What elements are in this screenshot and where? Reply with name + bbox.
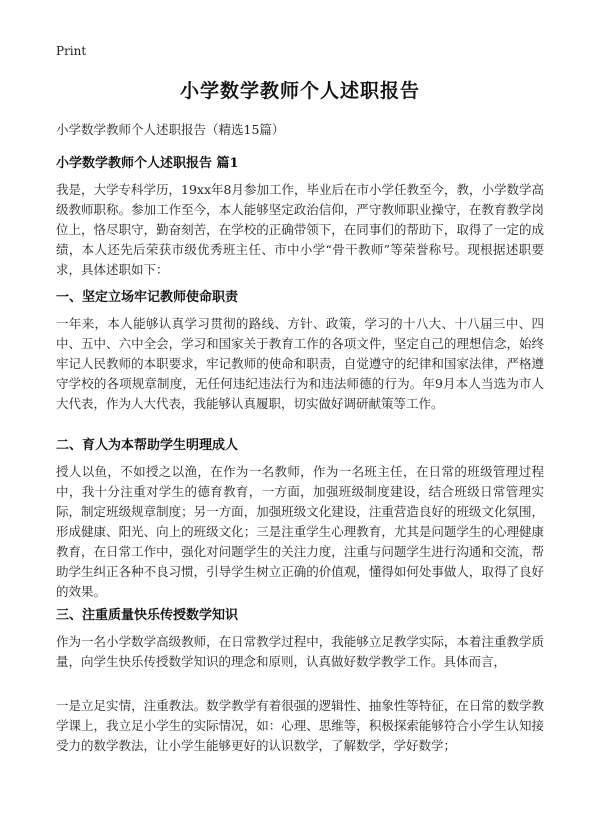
print-link[interactable]: Print	[56, 44, 87, 58]
section-3-paragraph-2: 一是立足实情，注重教法。数学教学有着很强的逻辑性、抽象性等特征，在日常的数学教学课上，我立足小学生的实际情况，如：心理、思维等，积极探索能够符合小学生认知接受力的数学教法，让小学生能够更好的认识数学，了解数学，学好数学；	[56, 698, 544, 753]
section-3-paragraph-1: 作为一名小学数学高级教师，在日常教学过程中，我能够立足教学实际，本着注重教学质量，向学生快乐传授数学知识的理念和原则，认真做好数学教学工作。具体而言，	[56, 634, 544, 669]
page-title: 小学数学教师个人述职报告	[179, 80, 420, 102]
section-2-paragraph: 授人以鱼，不如授之以渔，在作为一名教师，作为一名班主任，在日常的班级管理过程中，我十分注重对学生的德育教育，一方面，加强班级制度建设，结合班级日常管理实际，制定班级规章制度；另一方面，加强班级文化建设，注重营造良好的班级文化氛围，形成健康、阳光、向上的班级文化；三是注重学生心理教育，尤其是问题学生的心理健康教育，在日常工作中，强化对问题学生的关注力度，注重与问题学生进行沟通和交流，帮助学生纠正各种不良习惯，引导学生树立正确的价值观，懂得如何处事做人，取得了良好的效果。	[56, 464, 544, 599]
section-1-paragraph: 一年来，本人能够认真学习贯彻的路线、方针、政策，学习的十八大、十八届三中、四中、五中、六中全会，学习和国家关于教育工作的各项文件，坚定自己的理想信念，始终牢记人民教师的本职要求，牢记教师的使命和职责，自觉遵守的纪律和国家法律，严格遵守学校的各项规章制度，无任何违纪违法行为和违法师德的行为。年9月本人当选为市人大代表，作为人大代表，我能够认真履职，切实做好调研献策等工作。	[56, 316, 544, 411]
section-heading-2: 二、育人为本帮助学生明理成人	[56, 438, 239, 453]
piece-title: 小学数学教师个人述职报告 篇1	[56, 156, 239, 171]
page-subtitle: 小学数学教师个人述职报告（精选15篇）	[56, 122, 285, 137]
section-heading-3: 三、注重质量快乐传授数学知识	[56, 608, 239, 623]
section-heading-1: 一、坚定立场牢记教师使命职责	[56, 290, 239, 305]
intro-paragraph: 我是，大学专科学历，19xx年8月参加工作，毕业后在市小学任教至今，教，小学数学高级教师职称。参加工作至今，本人能够坚定政治信仰，严守教师职业操守，在教育教学岗位上，恪尽职守，勤奋刻苦，在学校的正确带领下，在同事们的帮助下，取得了一定的成绩，本人还先后荣获市级优秀班主任、市中小学“骨干教师”等荣誉称号。现根据述职要求，具体述职如下：	[56, 182, 544, 277]
